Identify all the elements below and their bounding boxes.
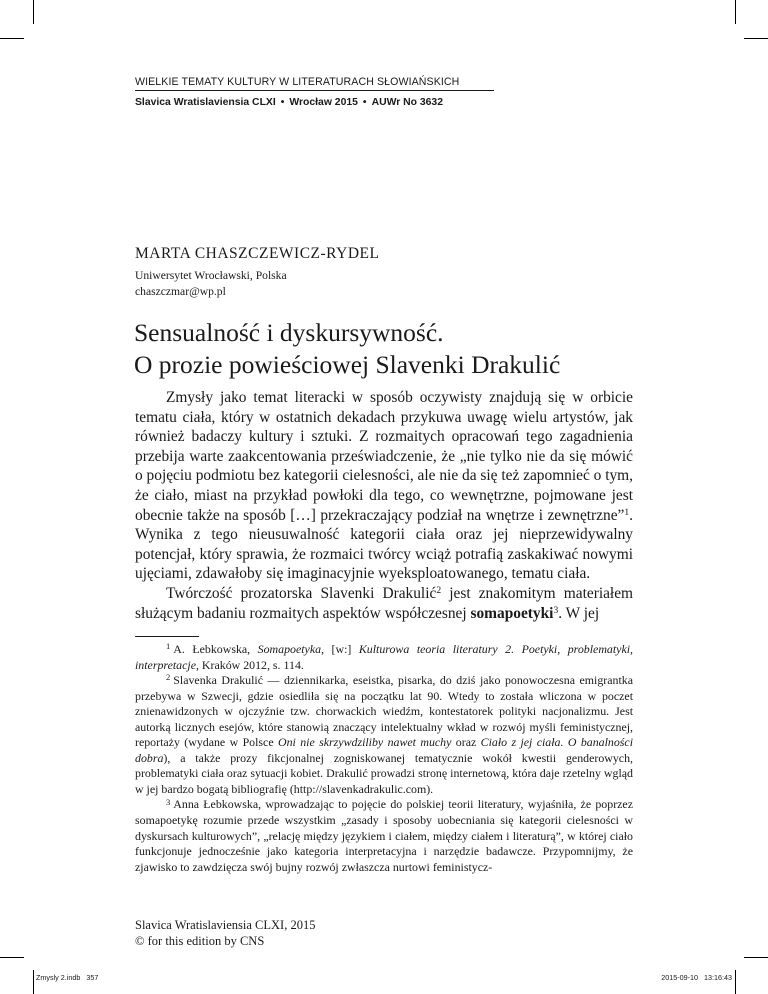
- article-title-line: O prozie powieściowej Slavenki Drakulić: [134, 350, 561, 379]
- crop-mark: [0, 38, 24, 39]
- separator: •: [280, 97, 285, 108]
- paragraph-text: Zmysły jako temat literacki w sposób oczywisty znajdują się w orbicie tematu ciała, który w ostatnich dekadach przykuwa uwagę wielu artystów, jak również badaczy kultury i sztuki. Z rozmaitych opracowań tego zagadnienia przebija warte zaakcentowania przeświadczenie, że „nie tylko nie da się mówić o pojęciu podmiotu bez kategorii cielesności, ale nie da się też zapomnieć o tym, że ciało, miast na przykład powłoki dla tego, co wewnętrzne, pojmowane jest obecnie także na sposób […] przekraczający podział na wnętrze i zewnętrzne”: [135, 389, 633, 524]
- footnote-italic: Ciało z jej ciała. O banalności dobra: [135, 735, 634, 765]
- footnote-rule: [135, 636, 199, 637]
- footnote-ref: 3: [553, 604, 559, 616]
- article-title-line: Sensualność i dyskursywność.: [134, 318, 444, 347]
- author-email: chaszczmar@wp.pl: [135, 285, 226, 298]
- footnote-ref: 2: [436, 584, 442, 596]
- author-name: MARTA CHASZCZEWICZ-RYDEL: [135, 245, 380, 262]
- footer-journal: Slavica Wratislaviensia CLXI, 2015: [135, 918, 316, 932]
- city-year: Wrocław 2015: [289, 97, 358, 108]
- footer-copyright: © for this edition by CNS: [135, 934, 265, 948]
- footnote-text: ), a także prozy fikcjonalnej zogniskowanej tematycznie wokół kwestii genderowych, problematyki ciała oraz sytuacji kobiet. Drakulić prowadzi stronę internetową, która daje rzetelny wgląd w jej bardzo bogatą bibliografię (http://slavenkadrakulic.com).: [135, 750, 633, 796]
- footnote: [135, 642, 633, 673]
- footnote-text: , Kraków 2012, s. 114.: [195, 657, 304, 672]
- footnote-text: , [w:]: [321, 642, 359, 656]
- paragraph-text: jest znakomitym materiałem służącym badaniu rozmaitych aspektów współczesnej: [135, 584, 634, 622]
- footnote-text: A. Łebkowska,: [173, 642, 258, 656]
- emphasized-term: somapoetyki: [470, 604, 554, 622]
- print-slug-file: Zmysly 2.indb 357: [36, 973, 99, 982]
- crop-mark: [744, 38, 768, 39]
- footnote-ref: 1: [624, 506, 630, 518]
- footnote-text: oraz: [451, 735, 481, 750]
- publisher-number: AUWr No 3632: [371, 97, 443, 108]
- crop-mark: [0, 957, 24, 958]
- article-title: [134, 317, 560, 381]
- footnote-italic: Kulturowa teoria literatury 2. Poetyki, problematyki, interpretacje: [135, 642, 633, 672]
- separator: •: [362, 97, 367, 108]
- series-title: WIELKIE TEMATY KULTURY W LITERATURACH SŁOWIAŃSKICH: [135, 76, 460, 88]
- journal-line: [135, 97, 443, 108]
- footnote-number: 2: [166, 672, 171, 683]
- footnote-number: 1: [166, 641, 171, 652]
- footnote-text: Anna Łebkowska, wprowadzając to pojęcie do polskiej teorii literatury, wyjaśniła, że poprzez somapoetykę rozumie przede wszystkim „zasady i sposoby uobecniania się kategorii cielesności w dyskursach kulturowych”, „relację między językiem i ciałem, między ciałem i literaturą”, w której ciało funkcjonuje jednocześnie jako kategoria interpretacyjna i narzędzie badawcze. Przypomnijmy, że zjawisko to zawdzięcza swój bujny rozwój zwłaszcza nurtowi feministycz-: [135, 797, 633, 874]
- print-slug-timestamp: 2015-09-10 13:16:43: [661, 973, 732, 982]
- body-paragraph: [135, 388, 633, 584]
- footnote-italic: Somapoetyka: [257, 642, 322, 656]
- crop-mark: [33, 0, 34, 24]
- crop-mark: [744, 957, 768, 958]
- paragraph-text: . W jej: [558, 604, 600, 622]
- crop-mark: [735, 970, 736, 994]
- author-affiliation: Uniwersytet Wrocławski, Polska: [135, 269, 287, 282]
- footnote: [135, 673, 633, 797]
- paragraph-text: Twórczość prozatorska Slavenki Drakulić: [166, 584, 437, 602]
- footnote-italic: Oni nie skrzywdziliby nawet muchy: [278, 735, 452, 750]
- journal-name: Slavica Wratislaviensia CLXI: [135, 97, 276, 108]
- crop-mark: [33, 970, 34, 994]
- footnote: [135, 797, 633, 875]
- body-paragraph: [135, 584, 633, 623]
- footnote-number: 3: [166, 796, 171, 807]
- article-body: [135, 388, 633, 623]
- footnote-text: Slavenka Drakulić — dziennikarka, eseistka, pisarka, do dziś jako ponowoczesna emigrantka przebywa w Szwecji, gdzie osiedliła się na początku lat 90. Wtedy to została wliczona w poczet znienawidzonych w ojczyźnie tzw. chorwackich wiedźm, kontestatorek polityki nacjonalizmu. Jest autorką licznych esejów, które stanowią znaczący intelektualny wkład w rozwój myśli feministycznej, reportaży (wydane w Polsce: [135, 673, 633, 750]
- header-rule: [135, 90, 494, 91]
- paragraph-text: . Wynika z tego nieusuwalność kategorii ciała oraz jej nieprzewidywalny potencjał, który sprawia, że rozmaici twórcy wciąż potrafią zaskakiwać nowymi ujęciami, zdawałoby się imaginacyjnie wyeksploatowanego, tematu ciała.: [135, 506, 633, 583]
- footnotes: [135, 642, 633, 875]
- crop-mark: [735, 0, 736, 24]
